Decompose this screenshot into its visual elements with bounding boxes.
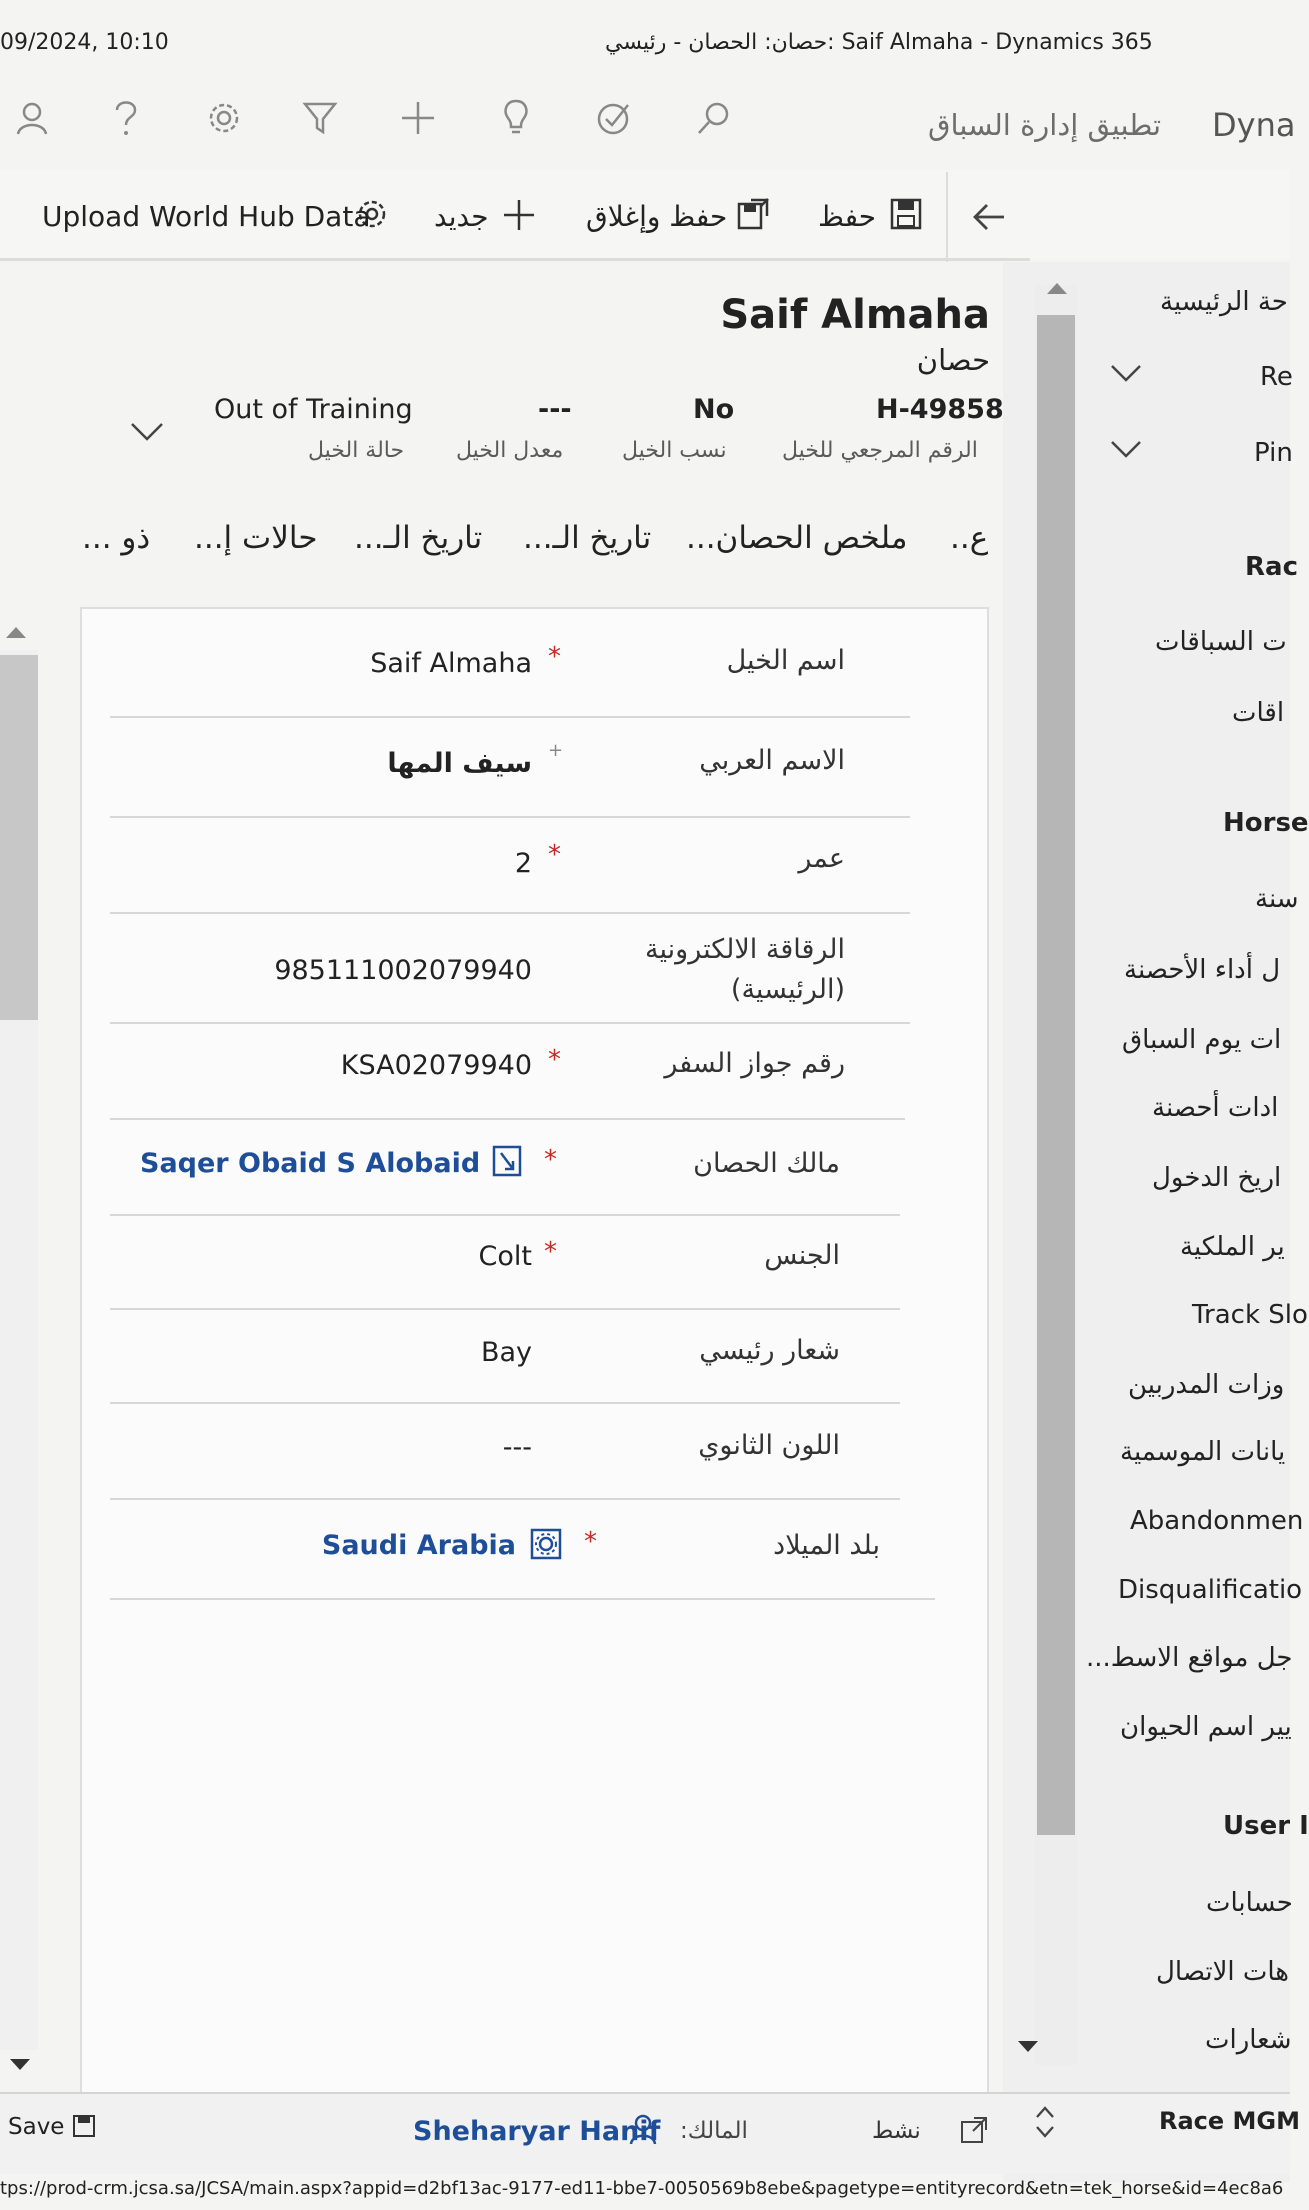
row-divider — [110, 1118, 905, 1120]
tab-more[interactable]: ذو ... — [82, 520, 151, 556]
person-icon — [628, 2113, 658, 2145]
sitemap-item-abandonments[interactable]: Abandonmen — [1130, 1506, 1304, 1536]
task-icon[interactable] — [596, 100, 632, 136]
command-separator — [946, 172, 948, 262]
form-scrollbar-thumb[interactable] — [0, 655, 38, 1020]
record-title: Saif Almaha — [720, 292, 990, 338]
main-scrollbar-thumb[interactable] — [1037, 315, 1075, 1835]
required-marker: * — [544, 1237, 557, 1267]
area-name[interactable]: Race MGM — [1159, 2107, 1300, 2135]
row-divider — [110, 1598, 935, 1600]
required-marker: * — [548, 840, 561, 870]
field-label-passport: رقم جواز السفر — [664, 1048, 845, 1079]
browser-print-header — [0, 0, 1290, 90]
sitemap-item-disqualifications[interactable]: Disqualificatio — [1118, 1575, 1303, 1605]
header-pedigree-value: No — [693, 394, 735, 425]
sitemap-group-races: Rac — [1245, 552, 1298, 582]
back-arrow-icon[interactable] — [972, 202, 1006, 232]
row-divider — [110, 912, 910, 914]
print-datetime: 09/2024, 10:10 — [0, 30, 169, 55]
header-reference-value: H-49858 — [876, 394, 1004, 425]
user-icon[interactable] — [14, 100, 50, 136]
field-value-passport[interactable]: KSA02079940 — [340, 1050, 532, 1081]
sitemap-item-stable-locations[interactable]: جل مواقع الاسط... — [1086, 1643, 1293, 1673]
sitemap-item-seasonal-data[interactable]: يانات الموسمية — [1120, 1437, 1286, 1467]
row-divider — [110, 816, 910, 818]
print-page-title: حصان: الحصان - رئيسي: Saif Almaha - Dynamics 365 — [605, 30, 1153, 55]
lookup-country-icon[interactable] — [530, 1528, 562, 1560]
row-divider — [110, 1022, 910, 1024]
new-button[interactable]: جديد — [434, 200, 489, 233]
sitemap-item-horses[interactable]: سنة — [1255, 884, 1299, 914]
tab-history-1[interactable]: تاريخ الـ... — [523, 520, 652, 556]
footer-save-label[interactable]: Save — [8, 2114, 65, 2140]
field-label-sex: الجنس — [764, 1240, 840, 1271]
chevron-down-icon[interactable] — [1110, 440, 1142, 460]
header-rating-label: معدل الخيل — [456, 438, 564, 463]
page-url: tps://prod-crm.jcsa.sa/JCSA/main.aspx?appid=d2bf13ac-9177-ed11-bbe7-0050569b8ebe&pagetype=entityrecord&etn=tek_horse&id=4ec8a6 — [0, 2178, 1284, 2199]
field-label-microchip: الرقاقة الالكترونية (الرئيسية) — [645, 934, 845, 1005]
help-icon[interactable] — [112, 98, 140, 138]
owner-name-link[interactable]: Sheharyar Hanif — [413, 2116, 661, 2147]
field-label-age: عمر — [798, 843, 845, 874]
add-icon[interactable] — [400, 100, 436, 136]
sitemap-item-contacts[interactable]: هات الاتصال — [1156, 1957, 1290, 1987]
filter-icon[interactable] — [302, 100, 338, 136]
header-status-label: حالة الخيل — [308, 438, 405, 463]
row-divider — [110, 1214, 900, 1216]
field-label-country-of-birth: بلد الميلاد — [773, 1530, 880, 1561]
field-value-arabic-name[interactable]: سيف المها — [387, 748, 532, 779]
idea-icon[interactable] — [502, 99, 530, 137]
row-divider — [110, 1498, 900, 1500]
field-label-secondary-colour: اللون الثانوي — [698, 1430, 840, 1461]
settings-icon[interactable] — [206, 100, 242, 136]
field-label-arabic-name: الاسم العربي — [699, 745, 845, 776]
sitemap-item-trainer-permits[interactable]: وزات المدربين — [1128, 1370, 1285, 1400]
header-rating-value: --- — [538, 394, 572, 425]
field-label-owner: مالك الحصان — [693, 1148, 840, 1179]
new-icon[interactable] — [502, 198, 536, 232]
scroll-down-arrow-icon[interactable] — [1016, 2040, 1040, 2054]
header-pedigree-label: نسب الخيل — [622, 438, 727, 463]
save-close-icon[interactable] — [737, 196, 771, 230]
required-marker: * — [548, 1045, 561, 1075]
save-close-button[interactable]: حفظ وإغلاق — [586, 200, 728, 233]
sitemap-item-pinned[interactable]: Pin — [1254, 438, 1293, 468]
field-value-sex[interactable]: Colt — [478, 1241, 532, 1272]
area-switcher-icon[interactable] — [1034, 2104, 1056, 2140]
field-label-main-colour: شعار رئيسي — [699, 1335, 840, 1366]
owner-label: المالك: — [680, 2118, 748, 2144]
lookup-record-icon[interactable] — [492, 1145, 522, 1177]
save-icon[interactable] — [890, 198, 922, 230]
divider — [0, 258, 1030, 261]
field-value-owner-link[interactable]: Saqer Obaid S Alobaid — [140, 1148, 481, 1179]
sitemap-group-horses: Horse — [1223, 808, 1309, 838]
row-divider — [110, 716, 910, 718]
sitemap-item-ownership-change[interactable]: ير الملكية — [1180, 1232, 1285, 1262]
open-in-new-window-icon[interactable] — [960, 2116, 988, 2144]
row-divider — [110, 1308, 900, 1310]
field-value-main-colour[interactable]: Bay — [480, 1337, 532, 1368]
tab-horse-summary[interactable]: ملخص الحصان... — [686, 520, 908, 556]
recommended-marker: + — [548, 740, 564, 761]
sitemap-group-user: User I — [1223, 1811, 1309, 1841]
header-reference-label: الرقم المرجعي للخيل — [782, 438, 978, 463]
tab-general[interactable]: ع.. — [950, 520, 989, 556]
chevron-down-icon[interactable] — [1110, 364, 1142, 384]
save-icon[interactable] — [72, 2114, 96, 2138]
sitemap-item-entry-history[interactable]: اريخ الدخول — [1152, 1163, 1282, 1193]
search-icon[interactable] — [696, 100, 732, 136]
required-marker: * — [584, 1527, 597, 1557]
sitemap-item-accounts[interactable]: حسابات — [1206, 1888, 1293, 1918]
sitemap-item-logos[interactable]: شعارات — [1205, 2025, 1292, 2055]
header-status-value: Out of Training — [214, 394, 413, 425]
sitemap-item-horse-certificates[interactable]: ادات أحصنة — [1152, 1093, 1279, 1123]
required-marker: * — [548, 642, 561, 672]
field-value-secondary-colour[interactable]: --- — [502, 1432, 532, 1463]
record-status: نشط — [872, 2118, 921, 2144]
field-value-horse-name[interactable]: Saif Almaha — [370, 648, 532, 679]
form-scroll-down-icon[interactable] — [8, 2058, 32, 2072]
sitemap-item-horse-performance[interactable]: ل أداء الأحصنة — [1124, 955, 1281, 985]
required-marker: * — [544, 1145, 557, 1175]
sitemap-item-race-meetings[interactable]: ت السباقات — [1155, 627, 1287, 657]
sitemap-item-home[interactable]: حة الرئيسية — [1160, 287, 1288, 317]
sitemap-item-races[interactable]: اقات — [1232, 698, 1285, 728]
sitemap-item-animal-rename[interactable]: يير اسم الحيوان — [1120, 1712, 1292, 1742]
brand-name[interactable]: Dyna — [1212, 106, 1296, 144]
upload-world-hub-button[interactable]: Upload World Hub Data — [42, 200, 371, 233]
field-value-country-link[interactable]: Saudi Arabia — [321, 1530, 516, 1561]
tab-history-2[interactable]: تاريخ الـ... — [354, 520, 483, 556]
save-button[interactable]: حفظ — [818, 200, 877, 233]
field-value-age[interactable]: 2 — [514, 848, 532, 879]
scroll-up-arrow-icon[interactable] — [1045, 281, 1069, 295]
app-name[interactable]: تطبيق إدارة السباق — [928, 108, 1162, 142]
sitemap-item-recent[interactable]: Re — [1260, 362, 1293, 392]
general-section-card — [80, 607, 989, 2101]
record-entity-type: حصان — [916, 343, 990, 377]
row-divider — [110, 1402, 900, 1404]
tab-status[interactable]: حالات إ... — [194, 520, 318, 556]
form-scroll-up-icon[interactable] — [4, 625, 28, 639]
field-value-microchip[interactable]: 985111002079940 — [274, 955, 532, 986]
field-label-horse-name: اسم الخيل — [726, 645, 845, 676]
sitemap-item-raceday[interactable]: ات يوم السباق — [1122, 1025, 1282, 1055]
sitemap-item-track-slots[interactable]: Track Slo — [1192, 1300, 1308, 1330]
chevron-down-icon[interactable] — [130, 422, 164, 442]
